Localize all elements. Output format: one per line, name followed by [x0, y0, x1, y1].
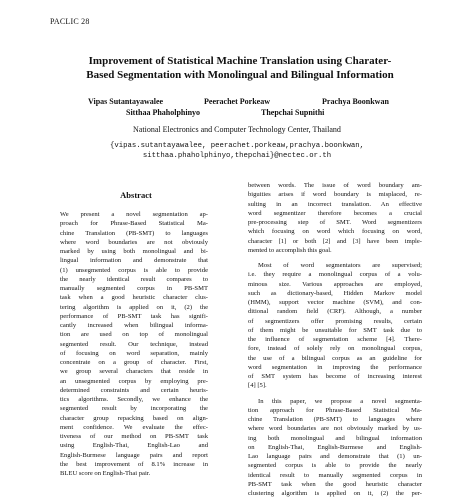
venue-header: PACLIC 28	[50, 17, 90, 26]
body-paragraph	[248, 397, 422, 498]
abstract-line: concentrate on a group of character. First,	[60, 358, 208, 367]
author-emails	[0, 141, 474, 161]
author-name: Vipas Sutantayawalee	[88, 97, 163, 106]
body-line: ditional random field (CRF). Although, a number	[248, 307, 422, 316]
body-line: In this paper, we propose a novel segmenta-	[248, 397, 422, 406]
title-line: Based Segmentation with Monolingual and Bilingual Information	[60, 68, 420, 82]
abstract-line: we group several characters that reside in	[60, 367, 208, 376]
abstract-line: marked by using both monolingual and bi-	[60, 247, 208, 256]
abstract-line: segmented result. Our technique, instead	[60, 340, 208, 349]
body-line: i.e. they require a monolingual corpus of a volu-	[248, 270, 422, 279]
body-line: fore, instead of solely rely on monolingual corpus,	[248, 344, 422, 353]
body-line: clustering algorithm is applied on it, (2) the per-	[248, 489, 422, 498]
body-line: [4] [5].	[248, 381, 422, 390]
abstract-line: cantly increased when bilingual informa-	[60, 321, 208, 330]
body-line: character [1] or both [2] and [3] have been imple-	[248, 237, 422, 246]
abstract-line: task when a good heuristic character clus-	[60, 293, 208, 302]
body-line: word segmentizer therefore becomes a crucial	[248, 209, 422, 218]
abstract-line: BLEU score on English-Thai pair.	[60, 469, 208, 478]
abstract-body	[60, 210, 208, 478]
author-name: Sitthaa Phaholphinyo	[126, 108, 200, 117]
abstract-line: of focusing on word separation, mainly	[60, 349, 208, 358]
body-line: pre-processing step of SMT. Word segmentizers	[248, 218, 422, 227]
email-line: sitthaa.phaholphinyo,thepchai}@nectec.or.th	[0, 151, 474, 161]
abstract-line: (1) unsegmented corpus is able to provide	[60, 266, 208, 275]
abstract-line: determined constraints and certain heuris-	[60, 386, 208, 395]
abstract-line: using English-Thai, English-Lao and	[60, 441, 208, 450]
body-line: between words. The issue of word boundary am-	[248, 181, 422, 190]
body-line: the influence of segmentation scheme [4]. There-	[248, 335, 422, 344]
body-line: of SMT system has become of increasing interest	[248, 372, 422, 381]
author-name: Peerachet Porkeaw	[204, 97, 270, 106]
body-line: Lao language pairs and demonstrate that (1) un-	[248, 452, 422, 461]
abstract-line: tering algorithm is applied on it, (2) the	[60, 303, 208, 312]
affiliation: National Electronics and Computer Technology Center, Thailand	[0, 125, 474, 134]
abstract-line: segmented result by incorporating the	[60, 404, 208, 413]
body-line: which focusing on word which focusing on word,	[248, 227, 422, 236]
paper-title	[60, 54, 420, 82]
abstract-line: tics algorithms. Secondly, we enhance the	[60, 395, 208, 404]
abstract-line: proach for Phrase-Based Statistical Ma-	[60, 219, 208, 228]
abstract-line: chine Translation (PB-SMT) to languages	[60, 229, 208, 238]
abstract-line: where word boundaries are not obviously	[60, 238, 208, 247]
body-line: identical result to manually segmented corpus in	[248, 471, 422, 480]
abstract-line: manually segmented corpus in PB-SMT	[60, 284, 208, 293]
abstract-line: English-Burmese language pairs and report	[60, 451, 208, 460]
body-line: Most of word segmentators are supervised;	[248, 261, 422, 270]
abstract-line: performance of PB-SMT task has signifi-	[60, 312, 208, 321]
body-line: mented to accomplish this goal.	[248, 246, 422, 255]
abstract-line: tion are used on top of monolingual	[60, 330, 208, 339]
abstract-line: the best improvement of 8.1% increase in	[60, 460, 208, 469]
abstract-line: tiveness of our method on PB-SMT task	[60, 432, 208, 441]
abstract-line: character group repacking based on align-	[60, 414, 208, 423]
title-line: Improvement of Statistical Machine Translation using Charater-	[60, 54, 420, 68]
email-line: {vipas.sutantayawalee, peerachet.porkeaw,prachya.boonkwan,	[0, 141, 474, 151]
body-line: sulting in an incorrect translation. An effective	[248, 200, 422, 209]
author-name: Prachya Boonkwan	[322, 97, 389, 106]
body-line: the use of a bilingual corpus as an guideline for	[248, 354, 422, 363]
body-line: biguities arises if word boundary is misplaced, re-	[248, 190, 422, 199]
body-line: segmented corpus is able to provide the nearly	[248, 461, 422, 470]
body-line: of segmentizers offer promising results, certain	[248, 317, 422, 326]
body-line: word segmentation in improving the performance	[248, 363, 422, 372]
body-paragraph	[248, 261, 422, 391]
body-column	[248, 181, 422, 498]
body-line: where word boundaries are not obviously marked by us-	[248, 424, 422, 433]
abstract-line: the nearly identical result compares to	[60, 275, 208, 284]
body-line: (HMM), support vector machine (SVM), and con-	[248, 298, 422, 307]
abstract-heading: Abstract	[66, 190, 206, 200]
body-line: PB-SMT task when the good heuristic character	[248, 480, 422, 489]
abstract-line: We present a novel segmentation ap-	[60, 210, 208, 219]
body-line: of them might be unsuitable for SMT task due to	[248, 326, 422, 335]
body-paragraph	[248, 181, 422, 255]
author-name: Thepchai Supnithi	[261, 108, 324, 117]
body-line: such as dictionary-based, Hidden Markov model	[248, 289, 422, 298]
body-line: chine Translation (PB-SMT) to languages where	[248, 415, 422, 424]
abstract-line: an unsegmented corpus by employing pre-	[60, 377, 208, 386]
abstract-line: lingual information and demonstrate that	[60, 256, 208, 265]
body-line: tion approach for Phrase-Based Statistical Ma-	[248, 406, 422, 415]
body-line: minous size. Various approaches are employed,	[248, 280, 422, 289]
body-line: ing both monolingual and bilingual information	[248, 434, 422, 443]
body-line: on English-Thai, English-Burmese and English-	[248, 443, 422, 452]
abstract-line: ment confidence. We evaluate the effec-	[60, 423, 208, 432]
